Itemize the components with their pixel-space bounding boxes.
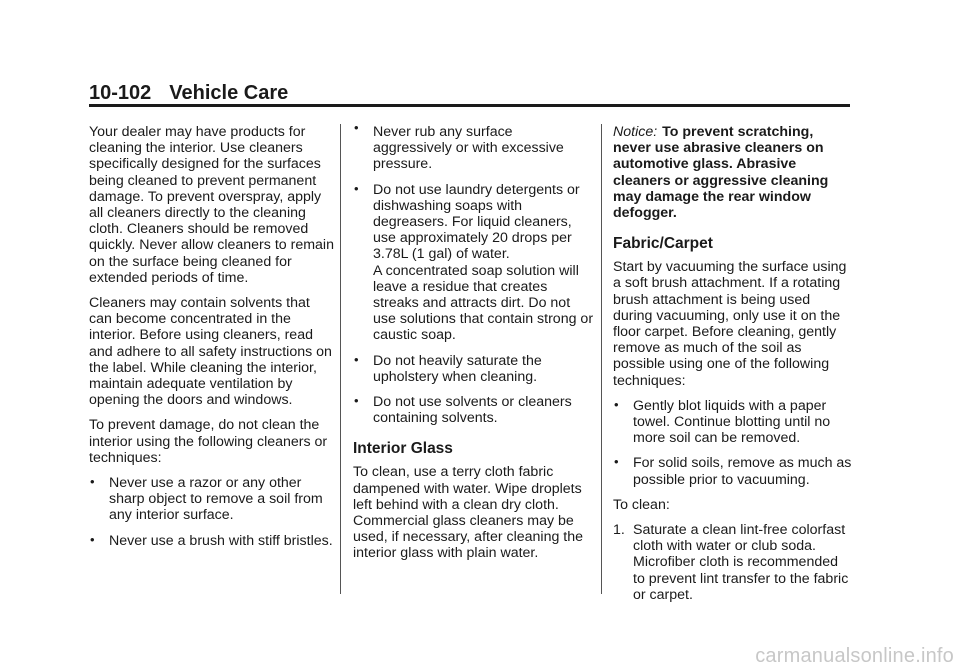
list-item: • Do not use solvents or cleaners containing solvents. [354, 393, 572, 427]
paragraph: To prevent damage, do not clean the interior using the following cleaners or techniques: [89, 417, 328, 466]
notice-label: Notice: [613, 124, 658, 140]
column-divider-1 [340, 124, 341, 594]
paragraph: To clean: [613, 496, 670, 513]
list-item: • Never rub any surface aggressively or with excessive pressure. [354, 120, 564, 173]
column-1 [89, 124, 334, 558]
notice-text: To prevent scratching, never use abrasive cleaners on automotive glass. Abrasive cleaners or aggressive cleaning may damage the rear window defogger. [613, 124, 829, 222]
list-item: • Do not heavily saturate the upholstery when cleaning. [354, 351, 542, 385]
bullet-icon: • [614, 454, 619, 470]
bullet-list [89, 475, 334, 549]
step-number: 1. [613, 522, 625, 539]
paragraph: To clean, use a terry cloth fabric dampened with water. Wipe droplets left behind with a clean dry cloth. Commercial glass cleaners may be used, if necessary, after cleaning the interior glass with plain water. [353, 464, 584, 562]
notice [613, 124, 853, 221]
list-item: • For solid soils, remove as much as possible prior to vacuuming. [614, 454, 852, 488]
list-item-continuation: A concentrated soap solution will leave a residue that creates streaks and attracts dirt. Do not use solutions that contain strong or caustic soap. [373, 262, 594, 344]
column-divider-2 [601, 124, 602, 594]
bullet-icon: • [90, 474, 95, 490]
header-rule [89, 104, 850, 107]
step-text: Saturate a clean lint-free colorfast cloth with water or club soda. Microfiber cloth is recommended to prevent lint transfer to the fabric or carpet. [633, 522, 849, 603]
bullet-icon: • [354, 180, 359, 196]
section-title: Vehicle Care [169, 82, 289, 104]
bullet-icon: • [614, 396, 619, 412]
list-item: • Gently blot liquids with a paper towel. Continue blotting until no more soil can be removed. [614, 396, 831, 447]
column-3 [613, 124, 853, 603]
bullet-icon: • [354, 120, 359, 135]
list-item: • Never use a brush with stiff bristles. [90, 531, 333, 549]
bullet-list [353, 120, 595, 427]
section-heading: Interior Glass [353, 440, 453, 458]
paragraph: Cleaners may contain solvents that can become concentrated in the interior. Before using cleaners, read and adhere to all safety instructions on the label. While cleaning the interior, maintain adequate ventilation by opening the doors and windows. [89, 295, 332, 409]
paragraph: Your dealer may have products for cleaning the interior. Use cleaners specifically designed for the surfaces being cleaned to prevent permanent damage. To prevent overspray, apply all cleaners directly to the cleaning cloth. Cleaners should be removed quickly. Never allow cleaners to remain on the surface being cleaned for extended periods of time. [89, 124, 334, 286]
watermark: carmanualsonline.info [755, 645, 954, 667]
numbered-step [613, 522, 853, 603]
bullet-icon: • [90, 531, 95, 547]
page-number: 10-102 [89, 82, 152, 104]
section-heading: Fabric/Carpet [613, 235, 713, 253]
paragraph: Start by vacuuming the surface using a soft brush attachment. If a rotating brush attachment is being used during vacuuming, only use it on the floor carpet. Before cleaning, gently remove as much of the soil as possible using one of the following techniques: [613, 259, 847, 389]
list-item: • Never use a razor or any other sharp object to remove a soil from any interior surface. [90, 474, 323, 524]
list-item: • Do not use laundry detergents or dishwashing soaps with degreasers. For liquid cleaners, use approximately 20 drops per 3.78L (1 gal) of water. [354, 180, 580, 263]
bullet-icon: • [354, 393, 359, 409]
column-2 [353, 120, 595, 571]
bullet-icon: • [354, 351, 359, 367]
bullet-list [613, 398, 853, 488]
